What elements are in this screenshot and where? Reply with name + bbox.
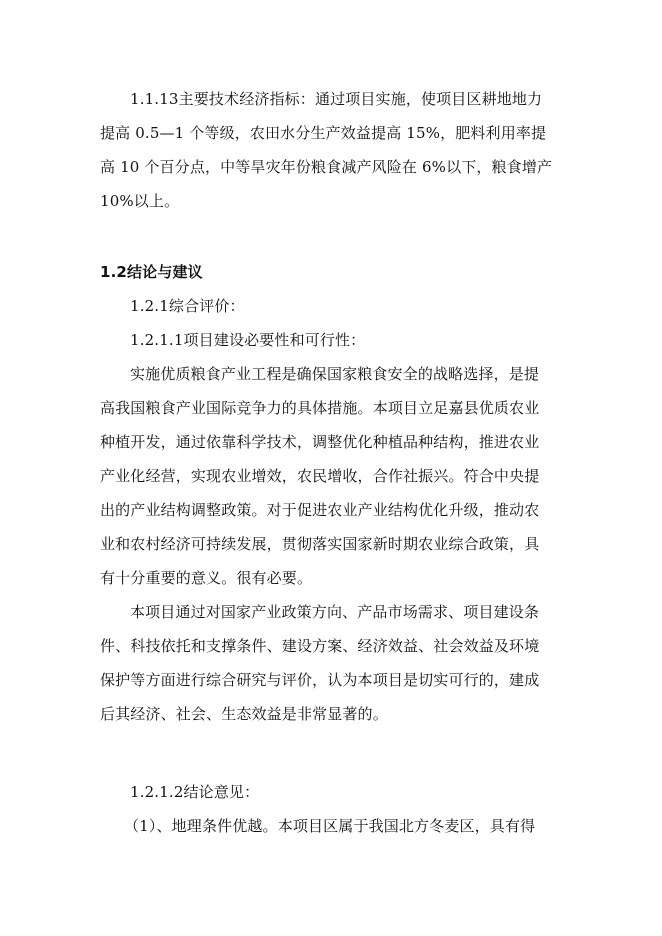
text-line: 1.1.13主要技术经济指标：通过项目实施，使项目区耕地地力	[130, 90, 543, 108]
subsection-heading: 1.2.1综合评价：	[130, 297, 245, 315]
text-line: 保护等方面进行综合研究与评价，认为本项目是切实可行的，建成	[100, 671, 540, 689]
text-line: 高 10 个百分点，中等旱灾年份粮食减产风险在 6%以下，粮食增产	[100, 158, 553, 176]
text-line: 出的产业结构调整政策。对于促进农业产业结构优化升级，推动农	[100, 501, 540, 519]
text-line: 本项目通过对国家产业政策方向、产品市场需求、项目建设条	[130, 603, 540, 621]
text-line: 提高 0.5—1 个等级，农田水分生产效益提高 15%，肥料利用率提	[100, 124, 547, 142]
subsubsection-heading: 1.2.1.2结论意见：	[130, 783, 260, 801]
text-line: 实施优质粮食产业工程是确保国家粮食安全的战略选择，是提	[130, 365, 540, 383]
text-line: 高我国粮食产业国际竞争力的具体措施。本项目立足嘉县优质农业	[100, 399, 540, 417]
text-line: 有十分重要的意义。很有必要。	[100, 569, 313, 587]
subsubsection-heading: 1.2.1.1项目建设必要性和可行性：	[130, 331, 366, 349]
text-line: 种植开发，通过依靠科学技术，调整优化种植品种结构，推进农业	[100, 433, 540, 451]
text-line: 10%以上。	[100, 192, 180, 210]
list-item: （1）、地理条件优越。本项目区属于我国北方冬麦区，具有得	[124, 817, 536, 835]
text-line: 业和农村经济可持续发展，贯彻落实国家新时期农业综合政策，具	[100, 535, 540, 553]
text-line: 件、科技依托和支撑条件、建设方案、经济效益、社会效益及环境	[100, 637, 540, 655]
section-heading: 1.2结论与建议	[100, 263, 203, 281]
text-line: 产业化经营，实现农业增效，农民增收，合作社振兴。符合中央提	[100, 467, 540, 485]
text-line: 后其经济、社会、生态效益是非常显著的。	[100, 705, 388, 723]
